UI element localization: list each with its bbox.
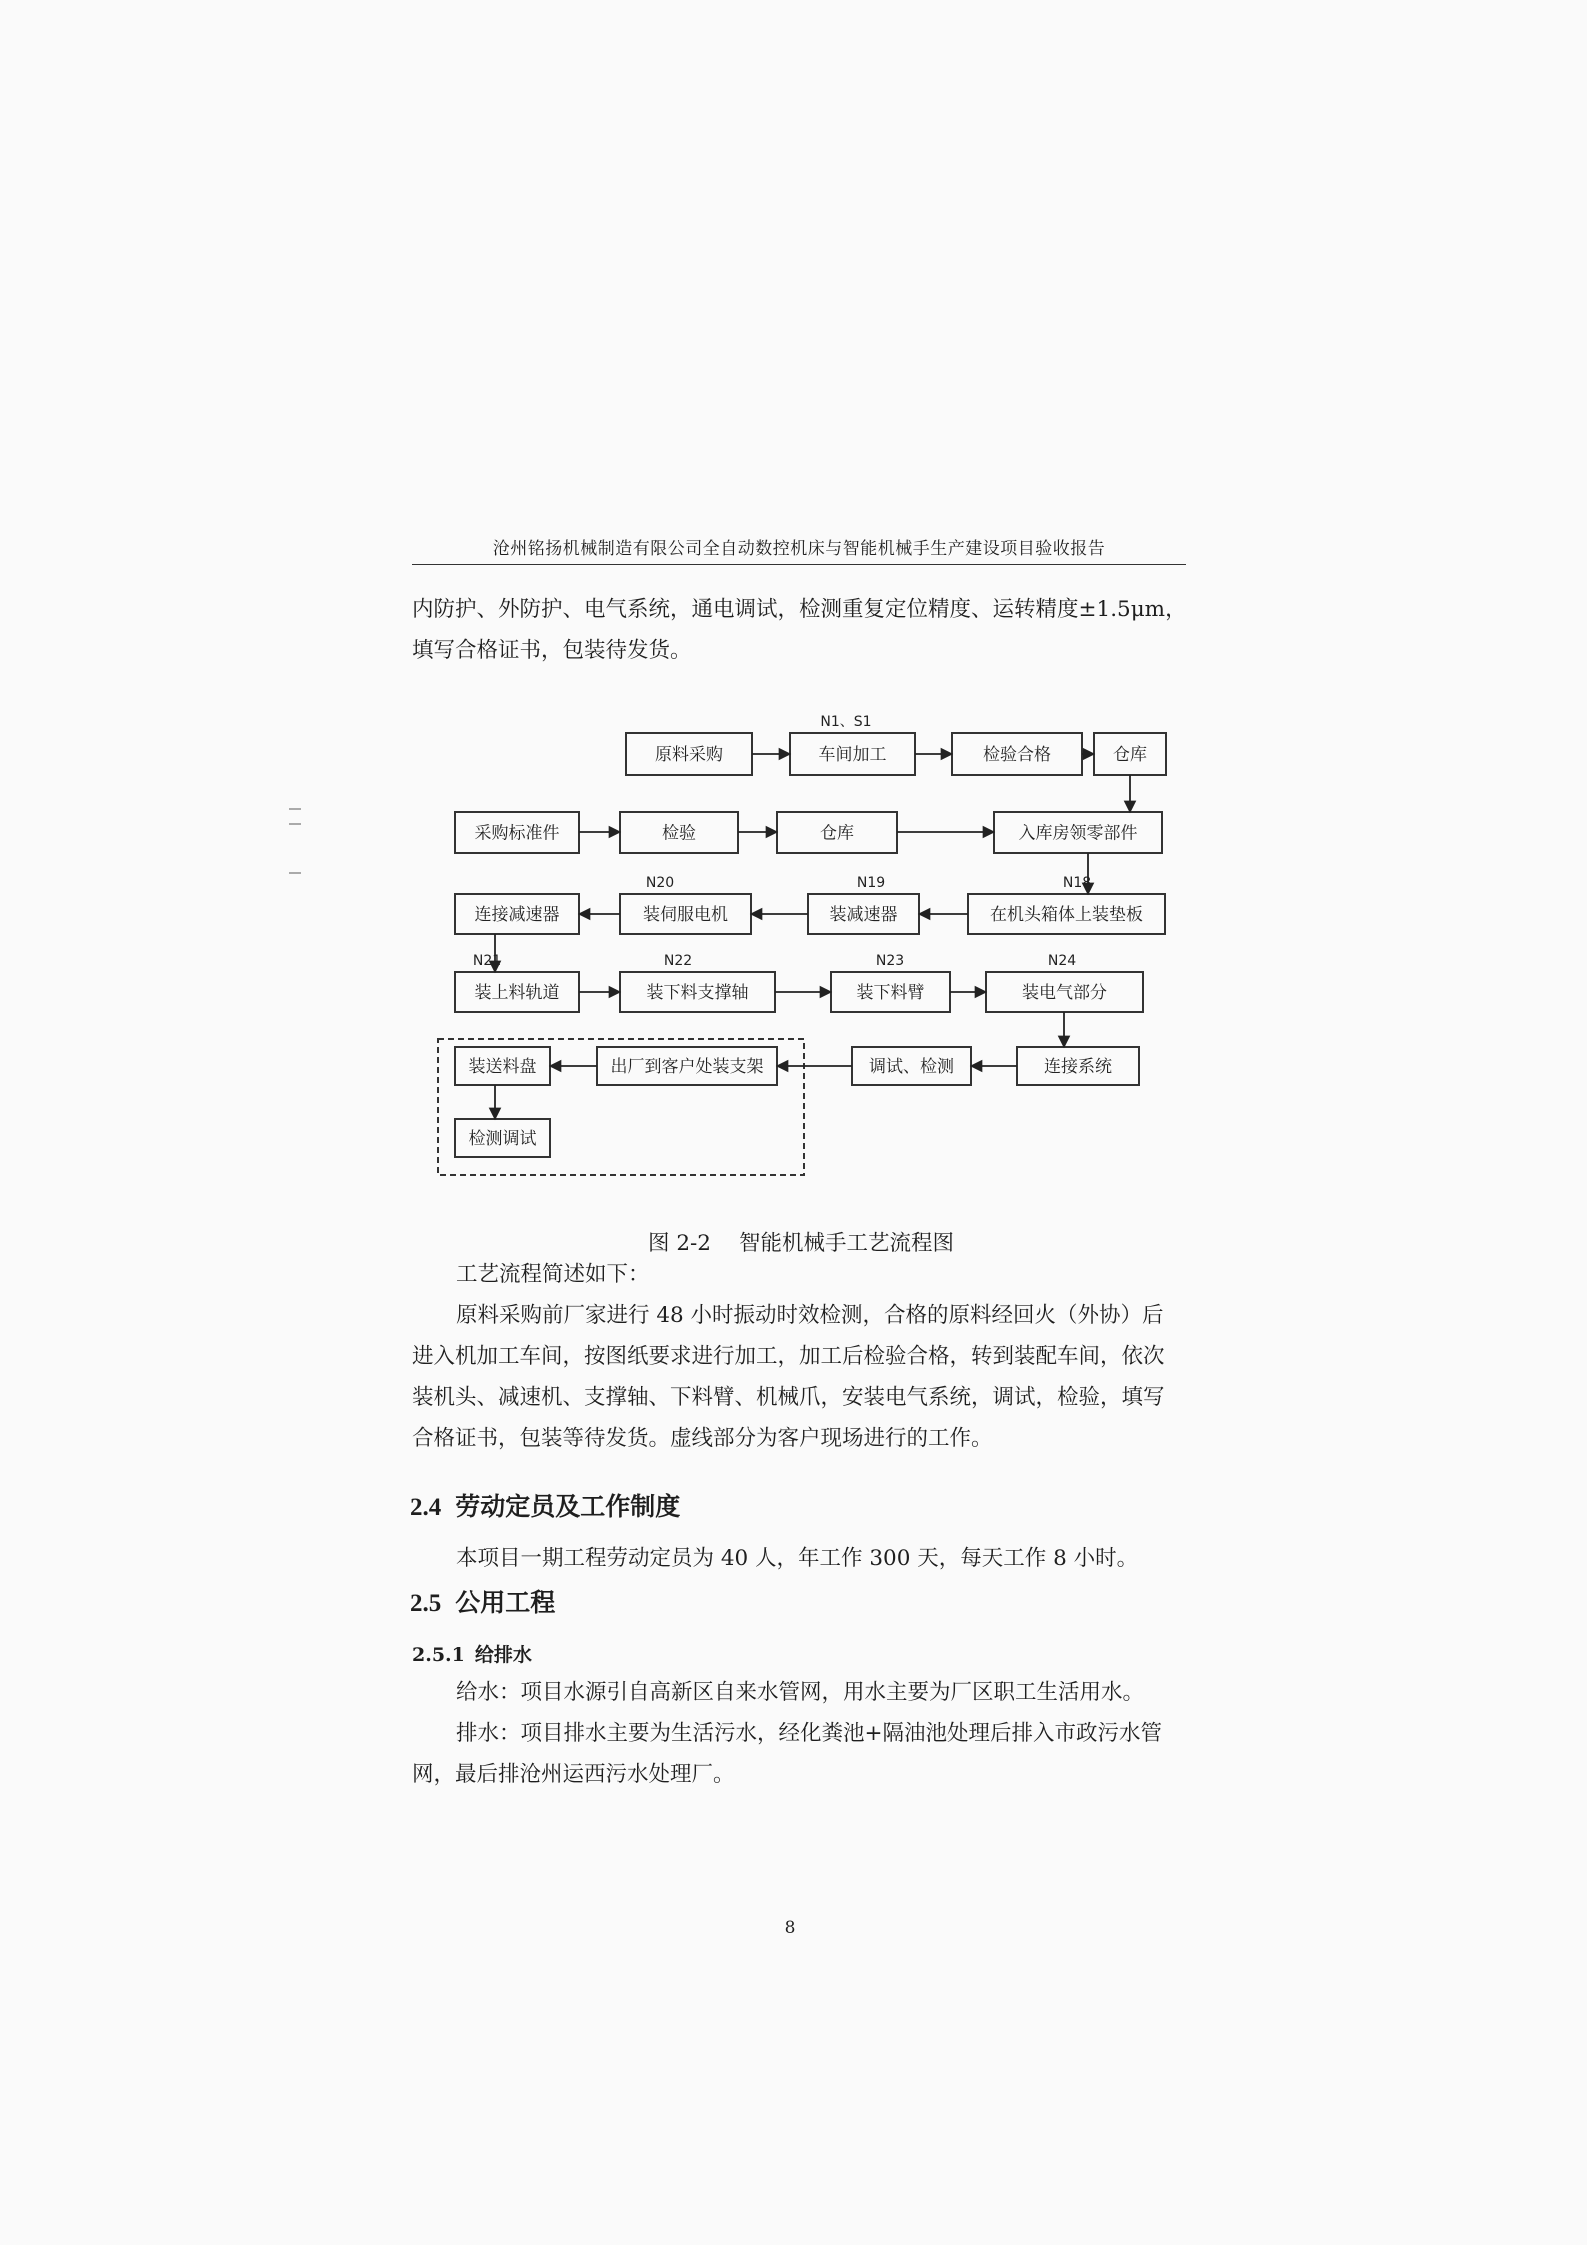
pollutant-node-label: N24 [1047,953,1077,969]
drainage-line: 排水：项目排水主要为生活污水，经化粪池+隔油池处理后排入市政污水管 [456,1721,1163,1746]
flow-step-label: 原料采购 [655,745,723,765]
subsection-number: 2.5.1 [412,1644,465,1666]
section-title: 劳动定员及工作制度 [455,1492,681,1521]
flow-step-label: 检验合格 [983,745,1051,765]
flow-step-label: 采购标准件 [474,823,560,844]
staffing-text: 本项目一期工程劳动定员为 40 人，年工作 300 天，每天工作 8 小时。 [456,1546,1139,1571]
process-line: 装机头、减速机、支撑轴、下料臂、机械爪，安装电气系统，调试，检验，填写 [412,1385,1165,1410]
flow-step-label: 装减速器 [829,905,898,925]
flow-step-label: 连接减速器 [474,905,560,925]
flow-step-label: 装送料盘 [468,1057,537,1077]
flow-step-label: 连接系统 [1044,1057,1112,1077]
process-line: 原料采购前厂家进行 48 小时振动时效检测，合格的原料经回火（外协）后 [456,1303,1164,1328]
pollutant-node-label: N22 [663,953,693,969]
flow-step-label: 调试、检测 [869,1057,954,1077]
pollutant-node-label: N21 [472,953,502,969]
flow-step-label: 车间加工 [818,745,887,765]
page-number: 8 [784,1918,796,1938]
flow-step-label: 仓库 [820,823,854,844]
section-2-4-text [412,1538,1190,1579]
flow-step-label: 装下料臂 [856,983,925,1003]
pollutant-node-label: N18 [1062,875,1092,891]
water-paragraph [412,1672,1190,1795]
flow-step-label: 检测调试 [468,1129,537,1149]
figure-caption [412,1226,1190,1257]
section-heading-2-5 [410,1583,555,1619]
figure-number: 图 2-2 [648,1231,711,1256]
pollutant-node-label: N23 [875,953,905,969]
section-number: 2.5 [410,1590,442,1617]
drainage-line: 网，最后排沧州运西污水处理厂。 [412,1762,735,1787]
pollutant-node-label: N19 [856,875,886,891]
flow-step-label: 装伺服电机 [643,905,728,925]
section-title: 公用工程 [455,1588,556,1617]
subsection-title: 给排水 [474,1644,532,1666]
section-heading-2-4 [410,1487,680,1523]
flow-step-label: 仓库 [1113,745,1147,765]
flow-step-label: 入库房领零部件 [1018,823,1138,844]
water-supply-text: 给水：项目水源引自高新区自来水管网，用水主要为厂区职工生活用水。 [456,1680,1145,1705]
flow-step-label: 装电气部分 [1022,983,1107,1003]
process-title: 工艺流程简述如下： [456,1262,650,1287]
flow-step-label: 出厂到客户处装支架 [610,1057,764,1077]
flow-step-label: 装下料支撑轴 [646,983,749,1003]
pollutant-node-label: N20 [645,875,675,891]
subsection-heading-2-5-1 [412,1640,532,1667]
intro-line: 内防护、外防护、电气系统，通电调试，检测重复定位精度、运转精度±1.5μm， [412,597,1187,622]
process-line: 合格证书，包装等待发货。虚线部分为客户现场进行的工作。 [412,1426,993,1451]
pollutant-node-label: N1、S1 [820,714,872,730]
figure-title: 智能机械手工艺流程图 [738,1231,954,1256]
flow-step-label: 检验 [662,823,696,844]
process-description [412,1254,1190,1459]
flow-step-label: 装上料轨道 [474,983,560,1003]
page-header: 沧州铭扬机械制造有限公司全自动数控机床与智能机械手生产建设项目验收报告 [412,534,1186,565]
process-line: 进入机加工车间，按图纸要求进行加工，加工后检验合格，转到装配车间，依次 [412,1344,1165,1369]
intro-line: 填写合格证书，包装待发货。 [412,638,692,663]
flow-step-label: 在机头箱体上装垫板 [990,905,1143,925]
section-number: 2.4 [410,1494,442,1521]
